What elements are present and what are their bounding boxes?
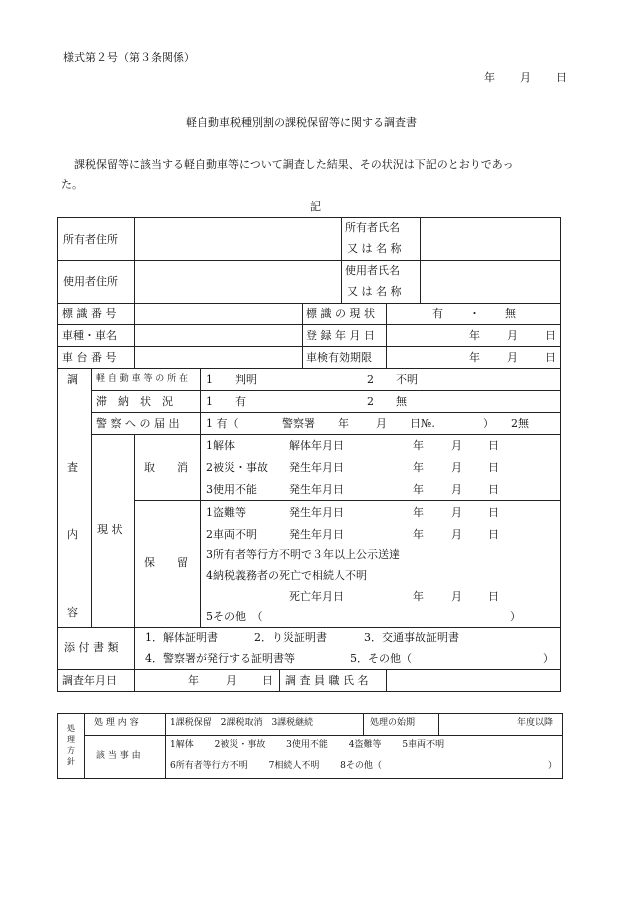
intro-text-line1: 課税保留等に該当する軽自動車等について調査した結果、その状況は下記のとおりであっ <box>74 158 514 171</box>
police-report-label: 警 察 へ の 届 出 <box>96 417 180 430</box>
owner-address-label: 所有者住所 <box>63 233 118 246</box>
hold-item-4: 4納税義務者の死亡で相続人不明 <box>206 569 367 582</box>
insp-day: 日 <box>545 351 556 364</box>
reg-month: 月 <box>507 329 518 342</box>
hold-item-1: 1盗難等 <box>206 506 246 519</box>
police-close: ） <box>483 417 494 430</box>
hold-1-month: 月 <box>451 506 462 519</box>
policy-label-char-1: 処 <box>67 724 75 733</box>
reason-options-line1: 1解体 2被災・事故 3使用不能 4盗難等 5車両不明 <box>170 740 445 750</box>
surveyor-label: 調 査 員 職 氏 名 <box>285 674 369 687</box>
policy-label-char-4: 針 <box>67 757 75 766</box>
police-option-1: 1 有（ <box>206 417 239 430</box>
arrears-option-2: 2 無 <box>367 395 407 408</box>
user-name-label-2: 又 は 名 称 <box>347 285 402 298</box>
arrears-option-1: 1 有 <box>206 395 246 408</box>
hold-label: 保 留 <box>144 556 188 569</box>
hold-1-day: 日 <box>488 506 499 519</box>
owner-name-label-2: 又 は 名 称 <box>347 242 402 255</box>
hold-item-5-close: ） <box>510 610 521 623</box>
policy-label-char-3: 方 <box>67 746 75 755</box>
hold-1-year: 年 <box>413 506 424 519</box>
police-year: 年 <box>338 417 349 430</box>
vehicle-type-label: 車種・車名 <box>62 329 117 342</box>
police-month: 月 <box>376 417 387 430</box>
location-option-1: 1 判明 <box>206 373 257 386</box>
plate-yes: 有 <box>432 307 443 320</box>
hold-item-2-date-label: 発生年月日 <box>289 528 344 541</box>
cancel-3-month: 月 <box>451 483 462 496</box>
police-station: 警察署 <box>282 417 315 430</box>
hold-item-3: 3所有者等行方不明で３年以上公示送達 <box>206 548 400 561</box>
process-content-label: 処 理 内 容 <box>94 718 139 728</box>
owner-name-label: 所有者氏名 <box>345 221 400 234</box>
date-month: 月 <box>520 71 531 84</box>
cancel-item-3-date-label: 発生年月日 <box>289 483 344 496</box>
process-content-options: 1課税保留 2課税取消 3課税継続 <box>170 718 314 728</box>
survey-date-label: 調査年月日 <box>62 674 117 687</box>
hold-item-2: 2車両不明 <box>206 528 257 541</box>
process-start-value: 年度以降 <box>517 718 554 728</box>
chassis-number-label: 車 台 番 号 <box>62 351 117 364</box>
registration-date-label: 登 録 年 月 日 <box>306 329 375 342</box>
attachment-1: 1．解体証明書 <box>145 631 218 644</box>
plate-dot: ・ <box>469 307 480 320</box>
cancel-1-day: 日 <box>488 439 499 452</box>
survey-label-char-1: 調 <box>67 373 78 386</box>
process-start-label: 処理の始期 <box>370 718 416 728</box>
hold-item-1-date-label: 発生年月日 <box>289 506 344 519</box>
hold-2-month: 月 <box>451 528 462 541</box>
attachment-5: 5．その他（ <box>350 652 412 665</box>
reason-options-line2: 6所有者等行方不明 7相続人不明 8その他（ <box>170 761 382 771</box>
form-number: 様式第２号（第３条関係） <box>63 51 195 64</box>
plate-status-label: 標 識 の 現 状 <box>306 307 375 320</box>
location-label: 軽 自 動 車 等 の 所 在 <box>96 374 189 384</box>
hold-2-day: 日 <box>488 528 499 541</box>
cancel-2-month: 月 <box>451 461 462 474</box>
survey-label-char-3: 内 <box>67 528 78 541</box>
user-name-label: 使用者氏名 <box>345 264 400 277</box>
date-year: 年 <box>484 71 495 84</box>
police-day-no: 日№. <box>410 417 435 430</box>
arrears-label: 滞 納 状 況 <box>96 395 173 408</box>
hold-item-5: 5その他 （ <box>206 610 263 623</box>
cancel-item-1: 1解体 <box>206 439 235 452</box>
cancel-1-month: 月 <box>451 439 462 452</box>
survey-day: 日 <box>262 674 273 687</box>
reason-label: 該 当 事 由 <box>96 751 141 761</box>
attachment-5-close: ） <box>543 652 554 665</box>
current-status-label: 現 状 <box>97 523 123 536</box>
survey-label-char-4: 容 <box>67 606 78 619</box>
cancel-1-year: 年 <box>413 439 424 452</box>
hold-death-day: 日 <box>488 590 499 603</box>
cancel-item-2-date-label: 発生年月日 <box>289 461 344 474</box>
insp-year: 年 <box>469 351 480 364</box>
survey-year: 年 <box>188 674 199 687</box>
attachment-2: 2．り災証明書 <box>254 631 327 644</box>
cancel-2-year: 年 <box>413 461 424 474</box>
intro-text-line2: た。 <box>61 178 83 191</box>
document-title: 軽自動車税種別割の課税保留等に関する調査書 <box>186 116 417 129</box>
hold-death-year: 年 <box>413 590 424 603</box>
plate-number-label: 標 識 番 号 <box>62 307 117 320</box>
cancel-label: 取 消 <box>144 461 188 474</box>
hold-death-month: 月 <box>451 590 462 603</box>
survey-label-char-2: 査 <box>67 461 78 474</box>
ki-note: 記 <box>310 200 321 213</box>
reg-day: 日 <box>545 329 556 342</box>
cancel-2-day: 日 <box>488 461 499 474</box>
cancel-item-1-date-label: 解体年月日 <box>289 439 344 452</box>
reason-options-close: ） <box>548 761 558 771</box>
location-option-2: 2 不明 <box>367 373 418 386</box>
user-address-label: 使用者住所 <box>63 275 118 288</box>
date-day: 日 <box>556 71 567 84</box>
attachments-label: 添 付 書 類 <box>64 641 119 654</box>
survey-month: 月 <box>226 674 237 687</box>
hold-2-year: 年 <box>413 528 424 541</box>
cancel-3-year: 年 <box>413 483 424 496</box>
plate-no: 無 <box>505 307 516 320</box>
cancel-item-3: 3使用不能 <box>206 483 257 496</box>
police-option-2: 2無 <box>511 417 529 430</box>
hold-death-date-label: 死亡年月日 <box>289 590 344 603</box>
attachment-4: 4．警察署が発行する証明書等 <box>145 652 295 665</box>
cancel-item-2: 2被災・事故 <box>206 461 268 474</box>
inspection-expiry-label: 車検有効期限 <box>306 351 372 364</box>
cancel-3-day: 日 <box>488 483 499 496</box>
attachment-3: 3．交通事故証明書 <box>364 631 459 644</box>
reg-year: 年 <box>469 329 480 342</box>
insp-month: 月 <box>507 351 518 364</box>
policy-label-char-2: 理 <box>67 735 75 744</box>
